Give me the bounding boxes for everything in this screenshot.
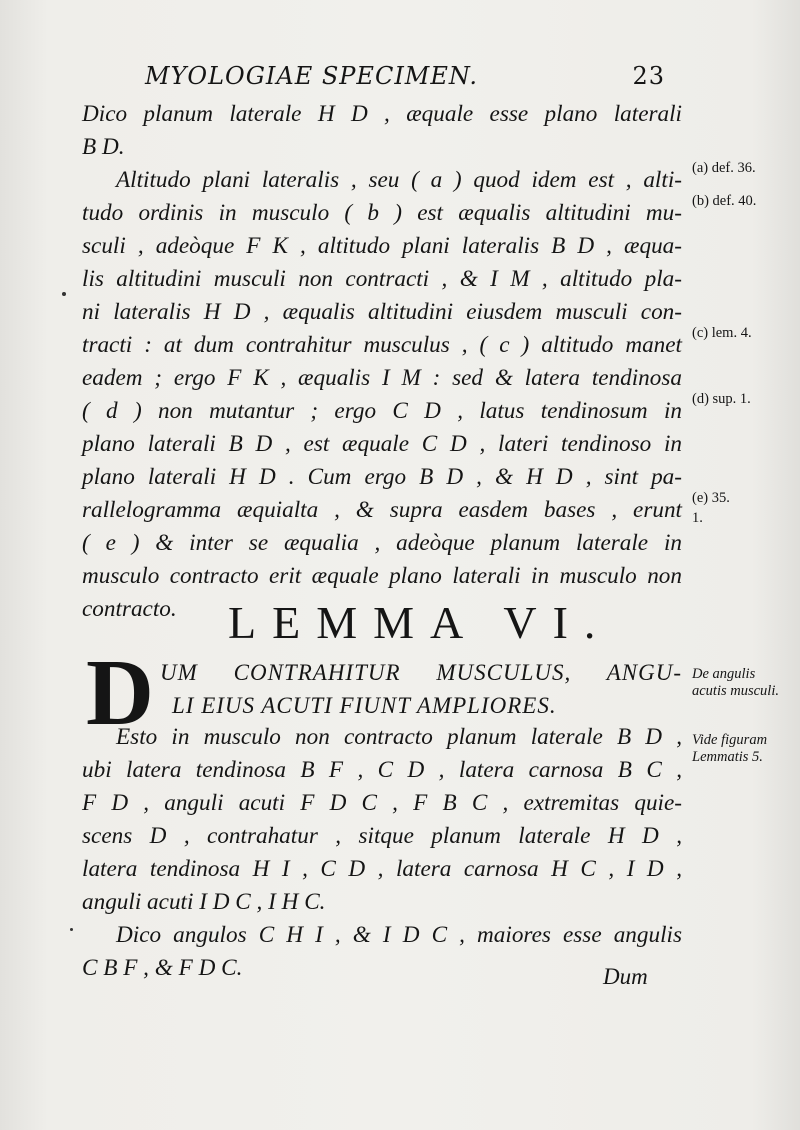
text-line: scens D , contrahatur , sitque planum laterale H D , bbox=[82, 823, 682, 849]
margin-note-d: (d) sup. 1. bbox=[692, 391, 751, 407]
text-line: C B F , & F D C. bbox=[82, 955, 243, 981]
text-line: lis altitudini musculi non contracti , & I M , altitudo pla- bbox=[82, 266, 682, 292]
text-line: Dico angulos C H I , & I D C , maiores esse angulis bbox=[116, 922, 682, 948]
text-line: tracti : at dum contrahitur musculus , ( c ) altitudo manet bbox=[82, 332, 682, 358]
text-line: ( d ) non mutantur ; ergo C D , latus tendinosum in bbox=[82, 398, 682, 424]
text-line: musculo contracto erit æquale plano laterali in musculo non bbox=[82, 563, 682, 589]
drop-cap: D bbox=[86, 641, 154, 745]
text-line: contracto. bbox=[82, 596, 177, 622]
page-number: 23 bbox=[632, 62, 665, 90]
lemma-statement-line: LI EIUS ACUTI FIUNT AMPLIORES. bbox=[172, 693, 557, 718]
text-line: rallelogramma æquialta , & supra easdem bases , erunt bbox=[82, 497, 682, 523]
text-line: tudo ordinis in musculo ( b ) est æqualis altitudini mu- bbox=[82, 200, 682, 226]
lemma-statement-line: UM CONTRAHITUR MUSCULUS, ANGU- bbox=[160, 660, 682, 685]
catchword: Dum bbox=[603, 964, 648, 989]
margin-note-lemma: De angulis acutis musculi. bbox=[692, 666, 779, 699]
text-line: plano laterali H D . Cum ergo B D , & H D , sint pa- bbox=[82, 464, 682, 490]
lemma-title: LEMMA VI. bbox=[228, 597, 612, 648]
text-line: ubi latera tendinosa B F , C D , latera carnosa B C , bbox=[82, 757, 682, 783]
ink-speck bbox=[62, 292, 66, 296]
paragraph-lemma-proof bbox=[82, 721, 682, 985]
text-line: F D , anguli acuti F D C , F B C , extremitas quie- bbox=[82, 790, 682, 816]
margin-note-c: (c) lem. 4. bbox=[692, 325, 752, 341]
margin-note-a: (a) def. 36. bbox=[692, 160, 756, 176]
text-line: B D. bbox=[82, 134, 125, 160]
text-line: anguli acuti I D C , I H C. bbox=[82, 889, 326, 915]
running-head-title: MYOLOGIAE SPECIMEN. bbox=[145, 62, 478, 90]
text-line: plano laterali B D , est æquale C D , lateri tendinoso in bbox=[82, 431, 682, 457]
margin-note-e-continued: 1. bbox=[692, 510, 703, 526]
margin-note-figure: Vide figuram Lemmatis 5. bbox=[692, 732, 768, 765]
text-line: ( e ) & inter se æqualia , adeòque planum laterale in bbox=[82, 530, 682, 556]
margin-note-b: (b) def. 40. bbox=[692, 193, 757, 209]
text-line: Esto in musculo non contracto planum laterale B D , bbox=[116, 724, 682, 750]
text-line: Altitudo plani lateralis , seu ( a ) quod idem est , alti- bbox=[116, 167, 682, 193]
margin-note-e: (e) 35. bbox=[692, 490, 730, 506]
text-line: sculi , adeòque F K , altitudo plani lateralis B D , æqua- bbox=[82, 233, 682, 259]
text-line: Dico planum laterale H D , æquale esse plano laterali bbox=[82, 101, 682, 127]
text-line: eadem ; ergo F K , æqualis I M : sed & latera tendinosa bbox=[82, 365, 682, 391]
ink-speck bbox=[70, 928, 73, 931]
running-head bbox=[145, 62, 665, 90]
paragraph-proof bbox=[82, 98, 682, 626]
text-line: ni lateralis H D , æqualis altitudini eiusdem musculi con- bbox=[82, 299, 682, 325]
text-line: latera tendinosa H I , C D , latera carnosa H C , I D , bbox=[82, 856, 682, 882]
lemma-statement bbox=[160, 656, 682, 722]
